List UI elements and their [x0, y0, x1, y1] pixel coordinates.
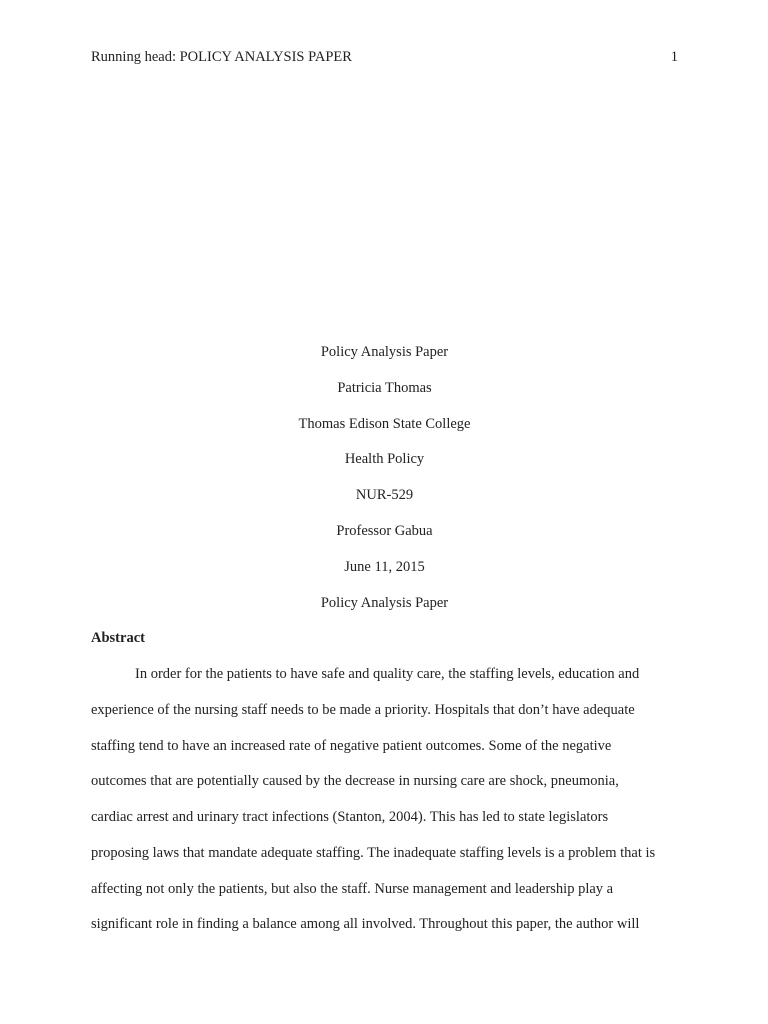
abstract-line: outcomes that are potentially caused by the decrease in nursing care are shock, pneumonia, [91, 773, 619, 790]
abstract-line: In order for the patients to have safe and quality care, the staffing levels, education and [135, 666, 640, 682]
abstract-line: proposing laws that mandate adequate staffing. The inadequate staffing levels is a problem that is [91, 844, 656, 861]
paper-title-repeat: Policy Analysis Paper [320, 594, 449, 611]
running-head-text: Running head: POLICY ANALYSIS PAPER [91, 49, 352, 65]
abstract-heading: Abstract [91, 630, 145, 646]
abstract-line: significant role in finding a balance among all involved. Throughout this paper, the author will [91, 916, 640, 933]
abstract-line: experience of the nursing staff needs to be made a priority. Hospitals that don’t have adequate [91, 701, 635, 718]
author-name: Patricia Thomas [337, 379, 432, 396]
institution-name: Thomas Edison State College [298, 415, 471, 432]
page-number: 1 [670, 49, 678, 65]
abstract-line: cardiac arrest and urinary tract infections (Stanton, 2004). This has led to state legislators [91, 809, 609, 825]
course-name: Health Policy [344, 451, 425, 468]
professor-name: Professor Gabua [336, 522, 433, 539]
paper-date: June 11, 2015 [344, 558, 425, 575]
running-head [91, 47, 678, 67]
abstract-line: staffing tend to have an increased rate of negative patient outcomes. Some of the negative [91, 737, 612, 754]
title-block [91, 340, 678, 626]
course-code: NUR-529 [355, 487, 414, 504]
abstract-body [91, 662, 681, 948]
abstract-line: affecting not only the patients, but also the staff. Nurse management and leadership play a [91, 880, 614, 897]
paper-title: Policy Analysis Paper [320, 344, 449, 360]
